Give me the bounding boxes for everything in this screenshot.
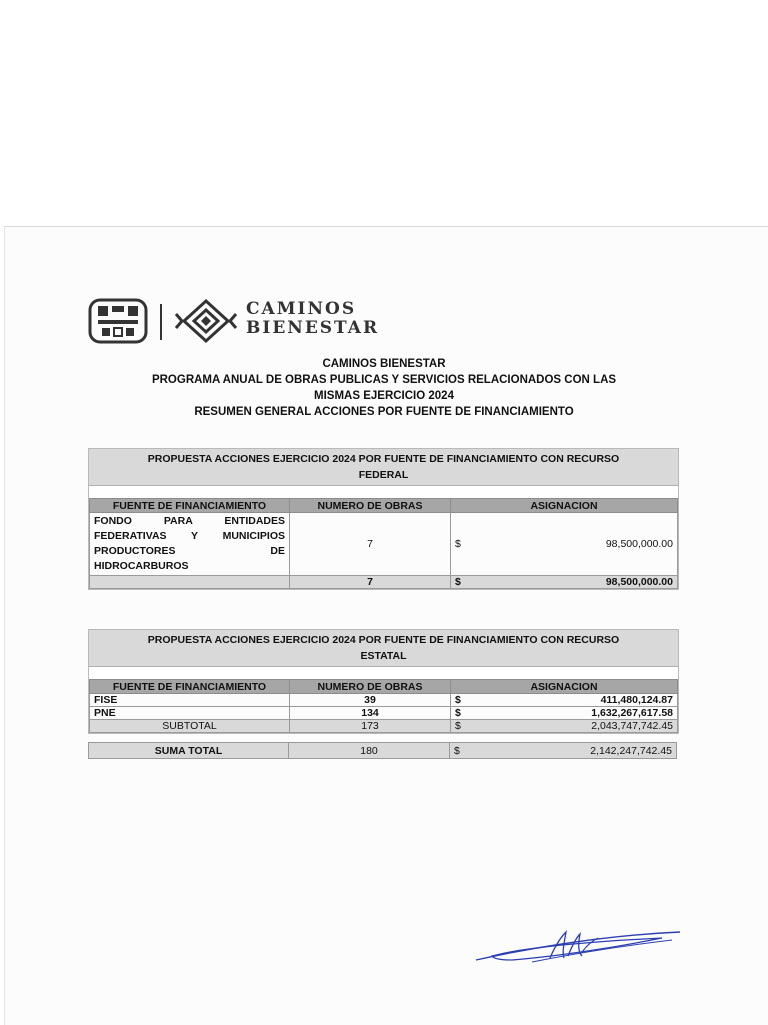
header-count: NUMERO DE OBRAS: [290, 499, 451, 513]
source-line: PRODUCTORES DE: [94, 545, 285, 557]
federal-spacer: [89, 486, 678, 498]
source-line: FEDERATIVAS Y MUNICIPIOS: [94, 530, 285, 542]
amount-cell: 411,480,124.87: [473, 694, 678, 707]
heading-line-4: RESUMEN GENERAL ACCIONES POR FUENTE DE FINANCIAMIENTO: [194, 406, 574, 418]
subtotal-amount: 2,043,747,742.45: [473, 720, 678, 733]
caminos-bienestar-mark-icon: [174, 298, 238, 344]
total-count: 7: [290, 576, 451, 589]
grand-total-label: SUMA TOTAL: [89, 743, 289, 759]
federal-section: [88, 448, 679, 590]
federal-table: [89, 498, 678, 589]
header-count: NUMERO DE OBRAS: [290, 680, 451, 694]
count-cell: 7: [290, 513, 451, 576]
logo-divider: [160, 304, 162, 340]
grand-total-table: [88, 742, 677, 759]
table-row: [90, 694, 678, 707]
source-line: FONDO PARA ENTIDADES: [94, 515, 285, 527]
amount-cell: 1,632,267,617.58: [473, 707, 678, 720]
subtotal-count: 173: [290, 720, 451, 733]
document-heading: [90, 356, 678, 420]
brand-wordmark: [246, 300, 379, 338]
total-amount: 98,500,000.00: [473, 576, 678, 589]
source-cell: PNE: [90, 707, 290, 720]
government-seal-icon: [88, 298, 148, 344]
brand-line-2: BIENESTAR: [246, 318, 380, 338]
currency-cell: $: [451, 694, 473, 707]
federal-title-line-1: PROPUESTA ACCIONES EJERCICIO 2024 POR FUENTE DE FINANCIAMIENTO CON RECURSO: [147, 453, 620, 465]
grand-total-count: 180: [289, 743, 450, 759]
estatal-header-row: [90, 680, 678, 694]
estatal-section-title: [89, 630, 678, 667]
federal-header-row: [90, 499, 678, 513]
heading-line-2: PROGRAMA ANUAL DE OBRAS PUBLICAS Y SERVICIOS RELACIONADOS CON LAS: [151, 374, 617, 386]
table-row: [90, 707, 678, 720]
header-amount: ASIGNACION: [451, 499, 678, 513]
estatal-table: [89, 679, 678, 733]
estatal-title-line-1: PROPUESTA ACCIONES EJERCICIO 2024 POR FUENTE DE FINANCIAMIENTO CON RECURSO: [147, 634, 620, 646]
estatal-section: [88, 629, 679, 734]
currency-cell: $: [451, 707, 473, 720]
grand-total-row: [89, 743, 677, 759]
estatal-title-line-2: ESTATAL: [360, 650, 407, 662]
header-source: FUENTE DE FINANCIAMIENTO: [90, 499, 290, 513]
table-row: [90, 513, 678, 576]
heading-line-3: MISMAS EJERCICIO 2024: [314, 390, 454, 402]
source-line: HIDROCARBUROS: [94, 560, 189, 572]
header-source: FUENTE DE FINANCIAMIENTO: [90, 680, 290, 694]
grand-total-amount: 2,142,247,742.45: [472, 743, 677, 759]
source-cell: FISE: [90, 694, 290, 707]
subtotal-label: SUBTOTAL: [90, 720, 290, 733]
federal-section-title: [89, 449, 678, 486]
total-currency: $: [451, 576, 473, 589]
source-cell: [90, 513, 290, 576]
brand-line-1: CAMINOS: [246, 299, 357, 319]
federal-title-line-2: FEDERAL: [358, 469, 409, 481]
header-amount: ASIGNACION: [451, 680, 678, 694]
federal-total-row: [90, 576, 678, 589]
grand-total-currency: $: [450, 743, 472, 759]
subtotal-currency: $: [451, 720, 473, 733]
handwritten-signature: [472, 922, 684, 968]
estatal-subtotal-row: [90, 720, 678, 733]
amount-cell: 98,500,000.00: [473, 513, 678, 576]
total-label: [90, 576, 290, 589]
count-cell: 39: [290, 694, 451, 707]
heading-line-1: CAMINOS BIENESTAR: [322, 358, 446, 370]
currency-cell: $: [451, 513, 473, 576]
count-cell: 134: [290, 707, 451, 720]
logo-row: [88, 296, 408, 346]
estatal-spacer: [89, 667, 678, 679]
